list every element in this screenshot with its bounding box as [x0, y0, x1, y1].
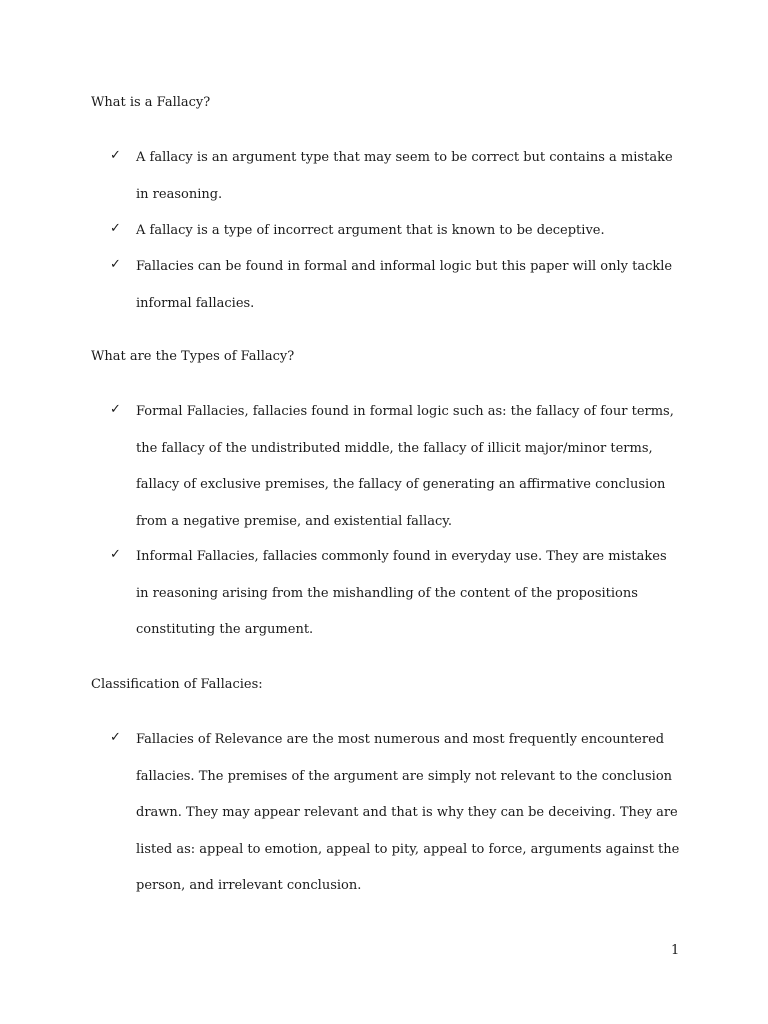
bullet-text: Formal Fallacies, fallacies found in formal logic such as: the fallacy of four terms, the fallacy of the undistributed middle, the fallacy of illicit major/minor terms, fallacy of exclusive premises, the fallacy of generating an affirmative conclusion from a negative premise, and existential fallacy.: [136, 404, 674, 529]
bullet-text: A fallacy is a type of incorrect argument that is known to be deceptive.: [136, 223, 605, 238]
checkmark-icon: ✓: [110, 221, 121, 236]
bullet-text: Fallacies of Relevance are the most numerous and most frequently encountered fallacies. The premises of the argument are simply not relevant to the conclusion drawn. They may appear relevant and that is why they can be deceiving. They are listed as: appeal to emotion, appeal to pity, appeal to force, arguments against the person, and irrelevant conclusion.: [136, 732, 680, 893]
checkmark-icon: ✓: [110, 148, 121, 163]
checkmark-icon: ✓: [110, 730, 121, 745]
checkmark-icon: ✓: [110, 547, 121, 562]
checkmark-icon: ✓: [110, 257, 121, 272]
bullet-text: A fallacy is an argument type that may seem to be correct but contains a mistake in reasoning.: [136, 150, 673, 202]
bullet-text: Fallacies can be found in formal and informal logic but this paper will only tackle informal fallacies.: [136, 259, 673, 311]
page-number: 1: [671, 943, 680, 958]
section-heading-types-of-fallacy: What are the Types of Fallacy?: [91, 349, 295, 364]
bullet-text: Informal Fallacies, fallacies commonly found in everyday use. They are mistakes in reasoning arising from the mishandling of the content of the propositions constituting the argument.: [136, 549, 667, 637]
checkmark-icon: ✓: [110, 402, 121, 417]
section-heading-what-is-fallacy: What is a Fallacy?: [91, 95, 211, 110]
section-heading-classification: Classification of Fallacies:: [91, 677, 263, 692]
